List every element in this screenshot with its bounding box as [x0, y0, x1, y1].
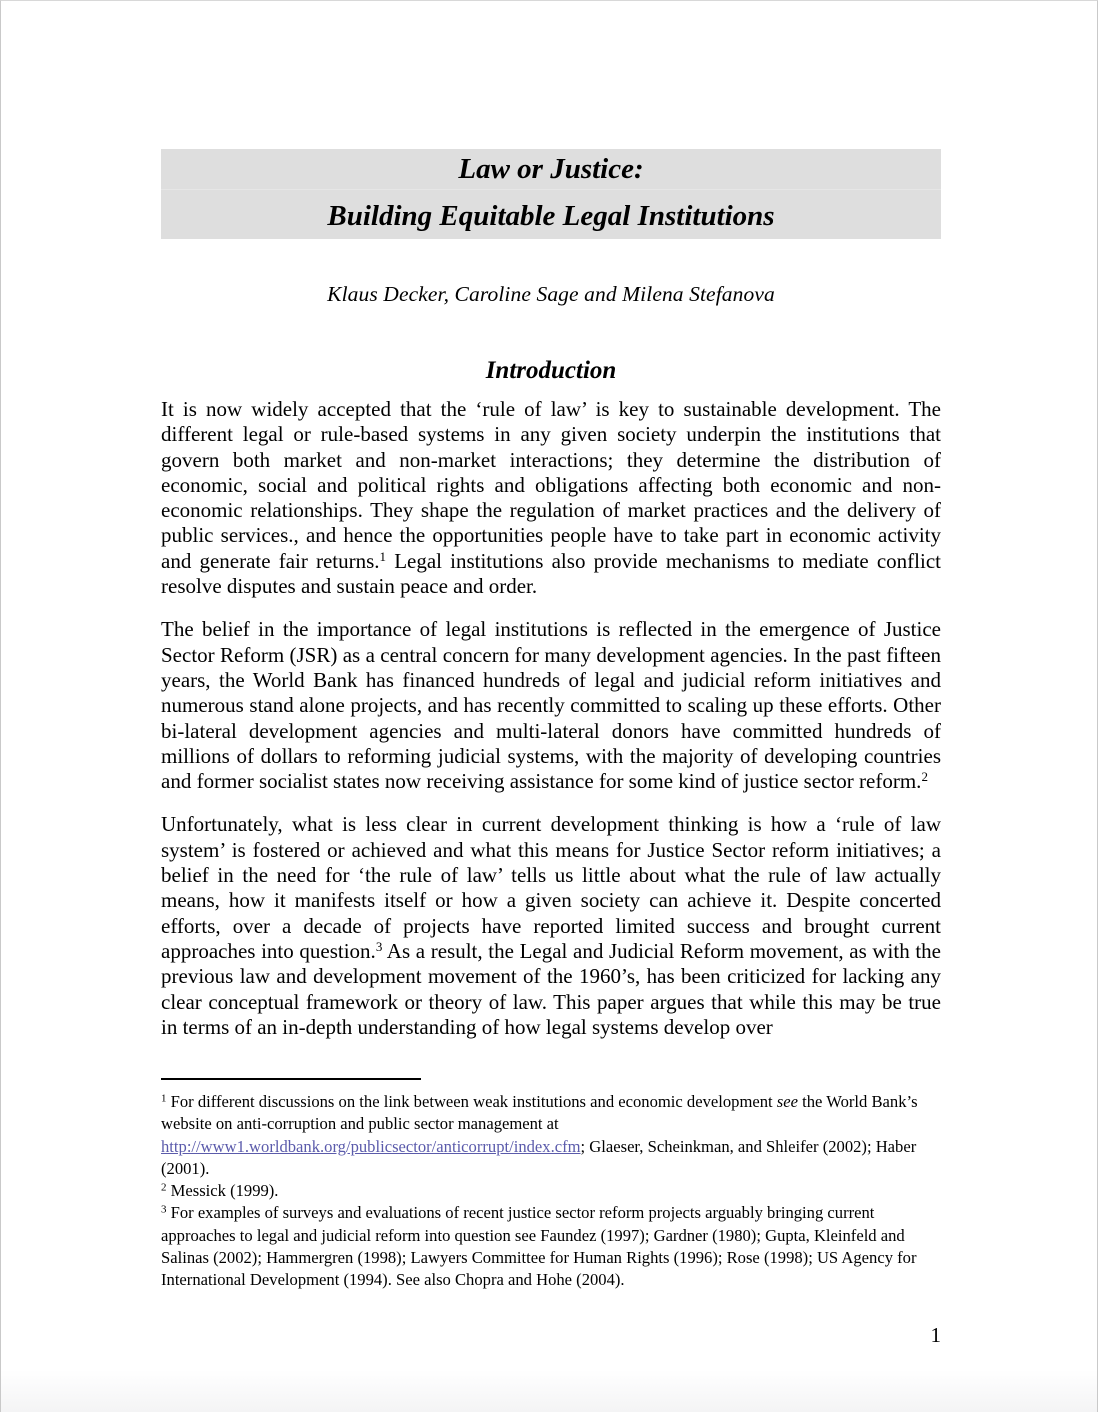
footnote-1-text-tail: ; Glaeser, Scheinkman, and Shleifer (2002); Haber (2001). — [161, 1136, 917, 1178]
section-heading-introduction: Introduction — [485, 357, 617, 384]
paragraph-1-text-b: Legal institutions also provide mechanisms to mediate conflict resolve disputes and sustain peace and order. — [161, 548, 941, 599]
paragraph-1 — [161, 397, 941, 599]
footnote-3-marker: 3 — [161, 1204, 167, 1217]
footnote-1-url-link[interactable]: http://www1.worldbank.org/publicsector/anticorrupt/index.cfm — [161, 1136, 581, 1156]
footnote-2-text: Messick (1999). — [166, 1181, 279, 1201]
document-title-line-1: Law or Justice: — [161, 149, 941, 190]
paragraph-1-text-a: It is now widely accepted that the ‘rule of law’ is key to sustainable development. The different legal or rule-based systems in any given society underpin the institutions that govern both market and non-market interactions; they determine the distribution of economic, social and political rights and obligations affecting both economic and non-economic relationships. They shape the regulation of market practices and the delivery of public services., and hence the opportunities people have to take part in economic activity and generate fair returns. — [161, 397, 941, 573]
paragraph-3-text-a: Unfortunately, what is less clear in current development thinking is how a ‘rule of law system’ is fostered or achieved and what this means for Justice Sector reform initiatives; a belief in the need for ‘the rule of law’ tells us little about what the rule of law actually means, how it manifests itself or how a given society can achieve it. Despite concerted efforts, over a decade of projects have reported limited success and brought current approaches into question. — [161, 812, 941, 963]
footnote-1 — [161, 1091, 943, 1180]
footnote-1-marker: 1 — [161, 1092, 167, 1105]
paragraph-3 — [161, 812, 941, 1040]
paragraph-2 — [161, 617, 941, 794]
title-banner — [161, 149, 941, 239]
footnote-2-marker: 2 — [161, 1181, 167, 1194]
footnotes-block — [161, 1091, 943, 1292]
document-title-line-2: Building Equitable Legal Institutions — [161, 190, 941, 239]
footnote-ref-3[interactable]: 3 — [375, 939, 383, 955]
footnote-ref-2[interactable]: 2 — [921, 769, 928, 785]
paragraph-2-text-a: The belief in the importance of legal institutions is reflected in the emergence of Justice Sector Reform (JSR) as a central concern for many development agencies. In the past fifteen years, the World Bank has financed hundreds of legal and judicial reform initiatives and numerous stand alone projects, and has recently committed to scaling up these efforts. Other bi-lateral development agencies and multi-lateral donors have committed hundreds of millions of dollars to reforming judicial systems, with the majority of developing countries and former socialist states now receiving assistance for some kind of justice sector reform. — [161, 617, 941, 794]
author-list: Klaus Decker, Caroline Sage and Milena Stefanova — [327, 282, 775, 306]
footnote-1-italic-see: see — [776, 1092, 798, 1111]
footnote-ref-1[interactable]: 1 — [379, 549, 387, 565]
body-column — [161, 397, 941, 1040]
page-number: 1 — [930, 1323, 941, 1347]
footnote-1-text-before: For different discussions on the link between weak institutions and economic development — [166, 1092, 777, 1111]
footnote-1-text-after: the World Bank’s website on anti-corruption and public sector management at — [161, 1092, 918, 1134]
footnote-3 — [161, 1202, 943, 1291]
paragraph-3-text-b: As a result, the Legal and Judicial Reform movement, as with the previous law and development movement of the 1960’s, has been criticized for lacking any clear conceptual framework or theory of law. This paper argues that while this may be true in terms of an in-depth understanding of how legal systems develop over — [161, 938, 942, 1039]
footnote-2 — [161, 1180, 943, 1202]
page-bottom-shadow — [1, 1370, 1097, 1412]
footnote-3-text: For examples of surveys and evaluations of recent justice sector reform projects arguably bringing current approaches to legal and judicial reform into question see Faundez (1997); Gardner (1980); Gupta, Kleinfeld and Salinas (2002); Hammergren (1998); Lawyers Committee for Human Rights (1996); Rose (1998); US Agency for International Development (1994). See also Chopra and Hohe (2004). — [161, 1203, 917, 1290]
footnote-separator-rule — [161, 1078, 421, 1080]
